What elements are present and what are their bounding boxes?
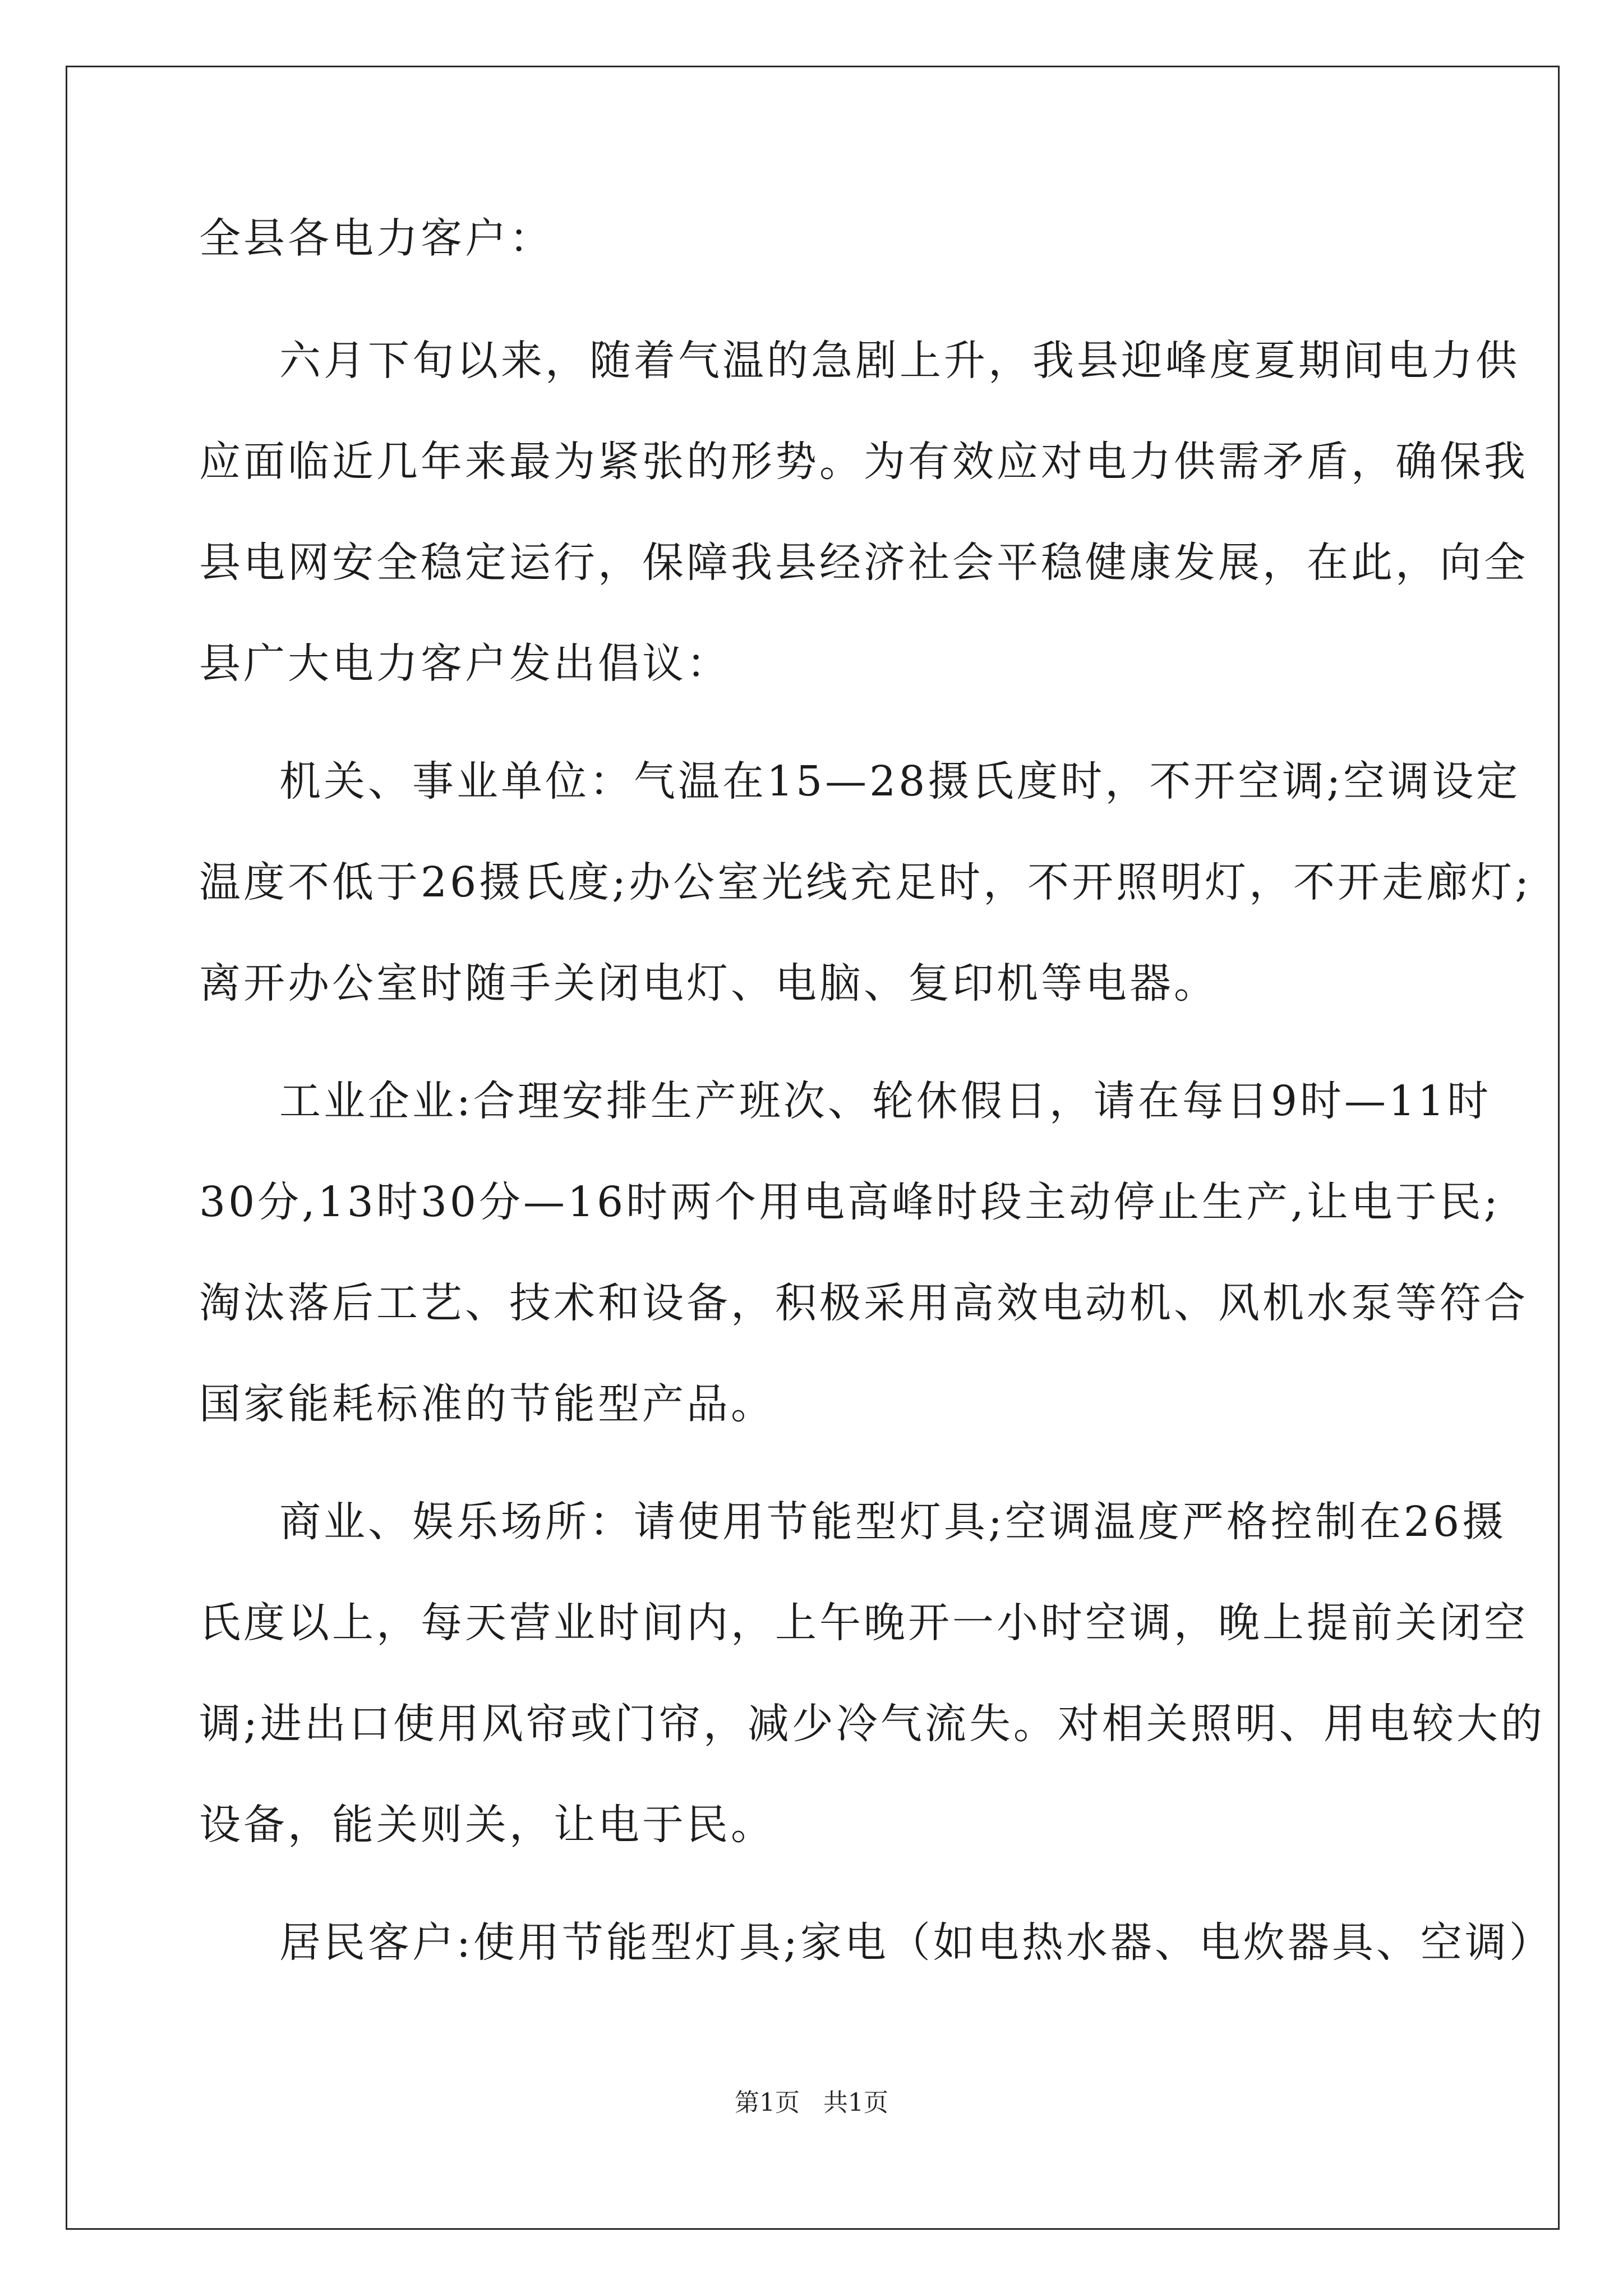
paragraph-intro-line-2: 应面临近几年来最为紧张的形势。为有效应对电力供需矛盾，确保我 bbox=[199, 438, 1528, 486]
paragraph-institutions-line-1: 机关、事业单位：气温在15—28摄氏度时，不开空调;空调设定 bbox=[279, 757, 1521, 806]
paragraph-institutions-line-2: 温度不低于26摄氏度;办公室光线充足时，不开照明灯，不开走廊灯; bbox=[199, 858, 1532, 907]
paragraph-industry-line-1: 工业企业:合理安排生产班次、轮休假日，请在每日9时—11时 bbox=[279, 1077, 1492, 1125]
paragraph-residents-line-1: 居民客户:使用节能型灯具;家电（如电热水器、电炊器具、空调） bbox=[279, 1918, 1553, 1967]
salutation: 全县各电力客户： bbox=[199, 214, 554, 263]
paragraph-intro-line-4: 县广大电力客户发出倡议： bbox=[199, 639, 731, 688]
paragraph-institutions-line-3: 离开办公室时随手关闭电灯、电脑、复印机等电器。 bbox=[199, 959, 1218, 1007]
paragraph-industry-line-4: 国家能耗标准的节能型产品。 bbox=[199, 1380, 775, 1428]
page-number-footer: 第1页 共1页 bbox=[735, 2088, 888, 2117]
paragraph-commerce-line-2: 氏度以上，每天营业时间内，上午晚开一小时空调，晚上提前关闭空 bbox=[199, 1599, 1528, 1647]
paragraph-intro-line-1: 六月下旬以来，随着气温的急剧上升，我县迎峰度夏期间电力供 bbox=[279, 337, 1520, 385]
paragraph-commerce-line-4: 设备，能关则关，让电于民。 bbox=[199, 1801, 775, 1849]
paragraph-industry-line-3: 淘汰落后工艺、技术和设备，积极采用高效电动机、风机水泵等符合 bbox=[199, 1279, 1528, 1327]
paragraph-commerce-line-3: 调;进出口使用风帘或门帘，减少冷气流失。对相关照明、用电较大的 bbox=[199, 1700, 1545, 1748]
page-border bbox=[66, 66, 1560, 2230]
paragraph-industry-line-2: 30分,13时30分—16时两个用电高峰时段主动停止生产,让电于民; bbox=[199, 1178, 1501, 1226]
paragraph-commerce-line-1: 商业、娱乐场所：请使用节能型灯具;空调温度严格控制在26摄 bbox=[279, 1498, 1507, 1546]
paragraph-intro-line-3: 县电网安全稳定运行，保障我县经济社会平稳健康发展，在此，向全 bbox=[199, 539, 1528, 587]
